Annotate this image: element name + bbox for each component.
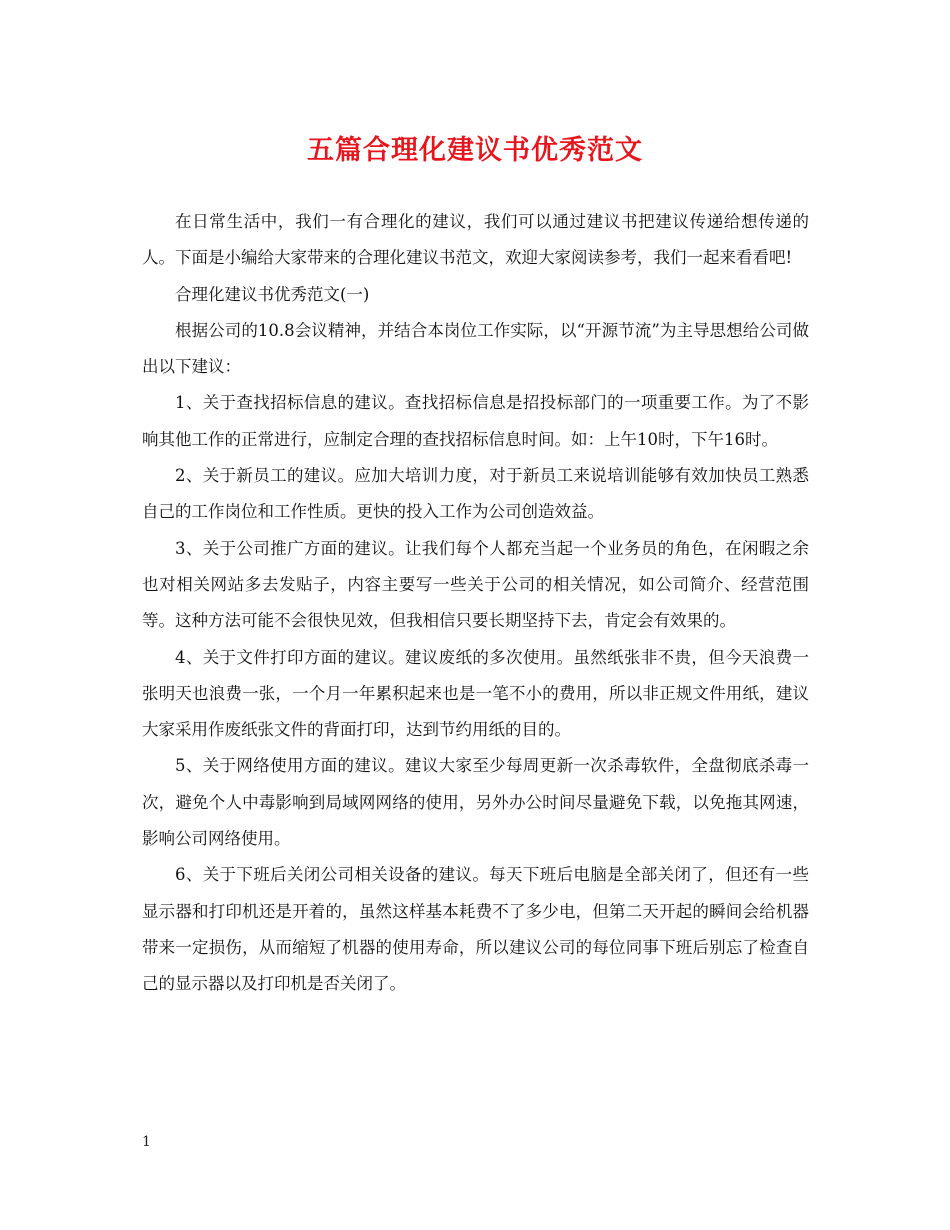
paragraph-preamble: 根据公司的10.8会议精神，并结合本岗位工作实际，以“开源节流”为主导思想给公司做出以下建议： xyxy=(142,320,809,377)
paragraph-item-5: 5、关于网络使用方面的建议。建议大家至少每周更新一次杀毒软件，全盘彻底杀毒一次，避免个人中毒影响到局域网网络的使用，另外办公时间尽量避免下载，以免拖其网速，影响公司网络使用。 xyxy=(142,756,809,849)
document-body xyxy=(142,204,809,1003)
paragraph-item-3: 3、关于公司推广方面的建议。让我们每个人都充当起一个业务员的角色，在闲暇之余也对相关网站多去发贴子，内容主要写一些关于公司的相关情况，如公司简介、经营范围等。这种方法可能不会很快见效，但我相信只要长期坚持下去，肯定会有效果的。 xyxy=(142,538,809,631)
paragraph-section-heading: 合理化建议书优秀范文(一) xyxy=(175,284,370,304)
page-number: 1 xyxy=(142,1134,151,1150)
paragraph-item-1: 1、关于查找招标信息的建议。查找招标信息是招投标部门的一项重要工作。为了不影响其他工作的正常进行，应制定合理的查找招标信息时间。如：上午10时，下午16时。 xyxy=(142,393,809,449)
paragraph-item-4: 4、关于文件打印方面的建议。建议废纸的多次使用。虽然纸张非不贵，但今天浪费一张明天也浪费一张，一个月一年累积起来也是一笔不小的费用，所以非正规文件用纸，建议大家采用作废纸张文件的背面打印，达到节约用纸的目的。 xyxy=(142,647,809,740)
paragraph-intro: 在日常生活中，我们一有合理化的建议，我们可以通过建议书把建议传递给想传递的人。下面是小编给大家带来的合理化建议书范文，欢迎大家阅读参考，我们一起来看看吧! xyxy=(142,212,809,268)
paragraph-item-6: 6、关于下班后关闭公司相关设备的建议。每天下班后电脑是全部关闭了，但还有一些显示器和打印机还是开着的，虽然这样基本耗费不了多少电，但第二天开起的瞬间会给机器带来一定损伤，从而缩短了机器的使用寿命，所以建议公司的每位同事下班后别忘了检查自己的显示器以及打印机是否关闭了。 xyxy=(142,865,809,994)
paragraph-item-2: 2、关于新员工的建议。应加大培训力度，对于新员工来说培训能够有效加快员工熟悉自己的工作岗位和工作性质。更快的投入工作为公司创造效益。 xyxy=(142,466,809,522)
document-title: 五篇合理化建议书优秀范文 xyxy=(307,135,643,166)
